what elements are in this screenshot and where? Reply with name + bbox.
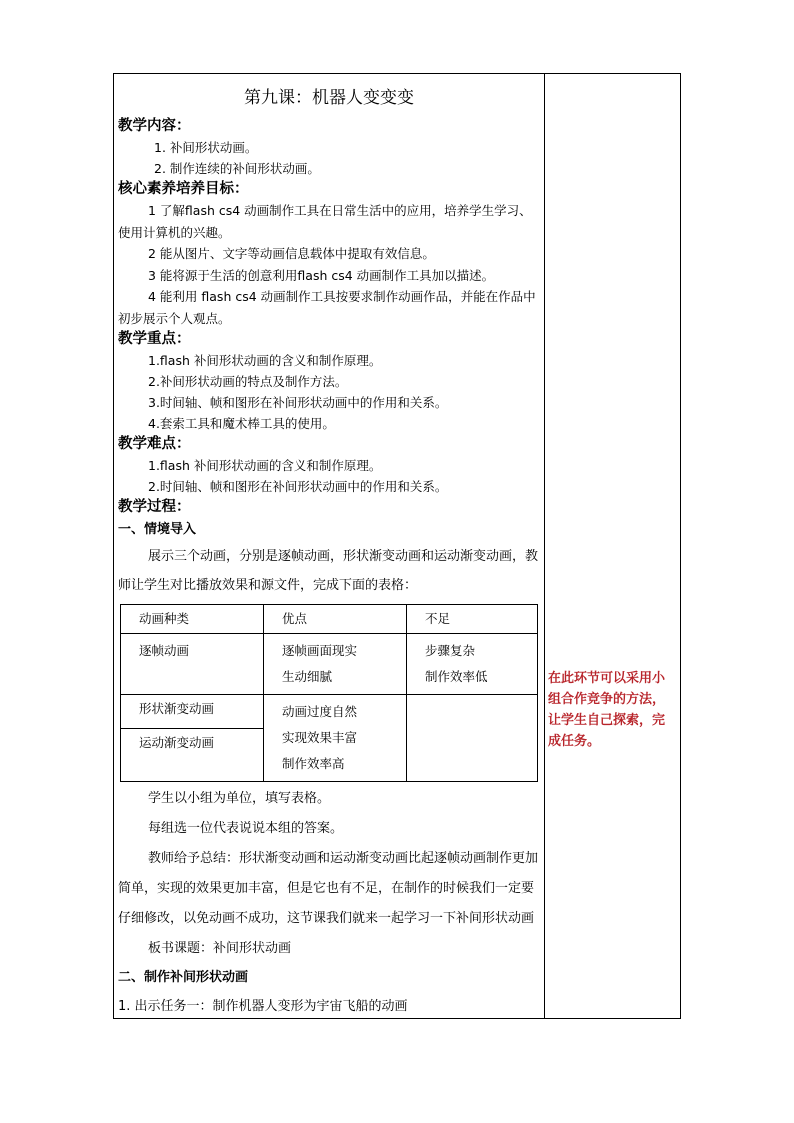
- board-title-line: 板书课题：补间形状动画: [148, 941, 292, 956]
- table-cell: [407, 695, 538, 782]
- key-points-heading: 教学重点：: [118, 331, 191, 347]
- after-table-line: 每组选一位代表说说本组的答案。: [148, 821, 344, 836]
- table-cell: [264, 695, 407, 782]
- table-header-cell: 优点: [264, 605, 407, 634]
- difficulty-item: 1.flash 补间形状动画的含义和制作原理。: [148, 458, 382, 473]
- key-point-item: 1.flash 补间形状动画的含义和制作原理。: [148, 353, 382, 368]
- teaching-content-item: 1. 补间形状动画。: [154, 140, 258, 155]
- intro-paragraph: 展示三个动画，分别是逐帧动画，形状渐变动画和运动渐变动画，教师让学生对比播放效果和源文件，完成下面的表格：: [118, 549, 539, 593]
- teaching-content-item: 2. 制作连续的补间形状动画。: [154, 161, 320, 176]
- table-header-cell: 动画种类: [121, 605, 264, 634]
- section-1-heading: 一、情境导入: [118, 522, 197, 537]
- lesson-title: 第九课：机器人变变变: [244, 88, 414, 108]
- after-table-line: 学生以小组为单位，填写表格。: [148, 791, 331, 806]
- table-cell-line: 实现效果丰富: [282, 730, 358, 745]
- core-goal-item: 1 了解flash cs4 动画制作工具在日常生活中的应用，培养学生学习、使用计算机的兴趣。: [118, 203, 532, 240]
- key-point-item: 4.套索工具和魔术棒工具的使用。: [148, 416, 335, 431]
- section-2-heading: 二、制作补间形状动画: [118, 970, 249, 985]
- table-cell-line: 步骤复杂: [425, 643, 476, 658]
- side-note: 在此环节可以采用小组合作竞争的方法，让学生自己探索，完成任务。: [548, 671, 666, 749]
- core-goal-item: 4 能利用 flash cs4 动画制作工具按要求制作动画作品，并能在作品中初步展示个人观点。: [118, 289, 536, 326]
- task-1-line: 1. 出示任务一：制作机器人变形为宇宙飞船的动画: [118, 999, 408, 1014]
- table-row: [121, 634, 538, 695]
- table-cell-line: 逐帧画面现实: [282, 643, 358, 658]
- table-cell: [407, 634, 538, 695]
- core-goals-heading: 核心素养培养目标：: [118, 181, 249, 197]
- table-cell-line: 制作效率低: [425, 669, 488, 684]
- table-row: [121, 695, 538, 729]
- difficulty-item: 2.时间轴、帧和图形在补间形状动画中的作用和关系。: [148, 479, 448, 494]
- table-cell: [264, 634, 407, 695]
- teaching-content-heading: 教学内容：: [118, 118, 191, 134]
- key-point-item: 2.补间形状动画的特点及制作方法。: [148, 374, 348, 389]
- table-cell: 形状渐变动画: [121, 695, 264, 729]
- core-goal-item: 2 能从图片、文字等动画信息载体中提取有效信息。: [148, 246, 435, 261]
- table-cell-line: 生动细腻: [282, 669, 333, 684]
- comparison-table: [120, 604, 538, 782]
- column-divider: [544, 73, 545, 1019]
- core-goal-item: 3 能将源于生活的创意利用flash cs4 动画制作工具加以描述。: [148, 267, 495, 283]
- difficulties-heading: 教学难点：: [118, 436, 191, 452]
- table-cell-line: 制作效率高: [282, 756, 345, 771]
- table-cell: 逐帧动画: [121, 634, 264, 695]
- key-point-item: 3.时间轴、帧和图形在补间形状动画中的作用和关系。: [148, 395, 448, 410]
- main-column: [118, 86, 540, 1022]
- table-header-row: [121, 605, 538, 634]
- process-heading: 教学过程：: [118, 499, 191, 515]
- table-cell-line: 动画过度自然: [282, 704, 358, 719]
- summary-paragraph: 教师给予总结：形状渐变动画和运动渐变动画比起逐帧动画制作更加简单，实现的效果更加丰富，但是它也有不足，在制作的时候我们一定要仔细修改，以免动画不成功，这节课我们就来一起学习一下补间形状动画: [118, 851, 539, 926]
- table-header-cell: 不足: [407, 605, 538, 634]
- table-cell: 运动渐变动画: [121, 729, 264, 782]
